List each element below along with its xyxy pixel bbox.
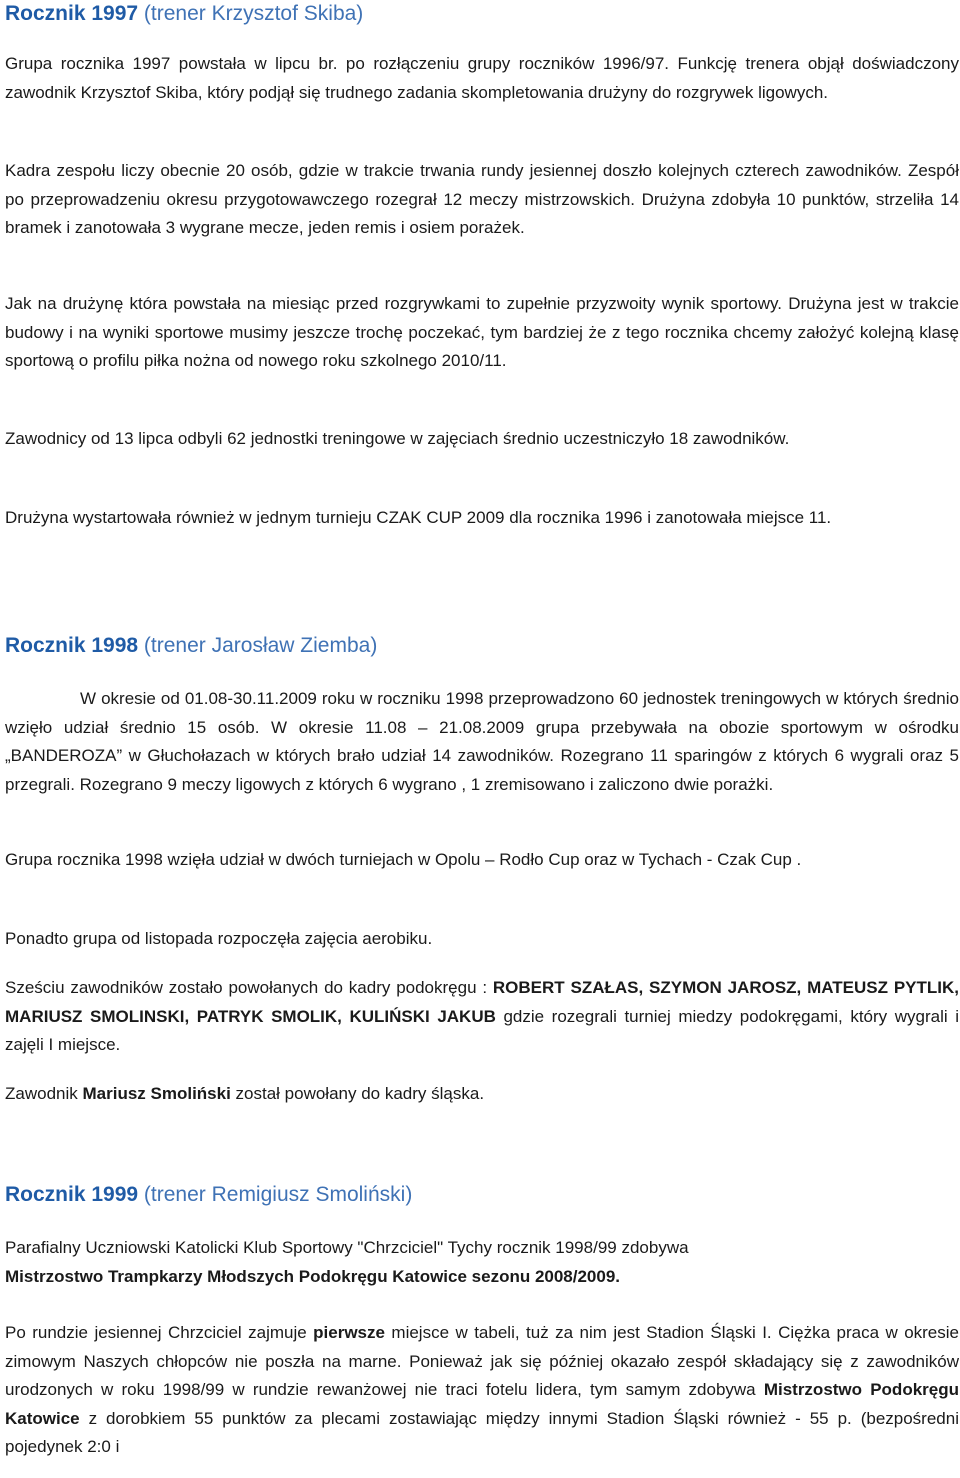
heading-coach: (trener Jarosław Ziemba) [138,634,378,657]
paragraph-1997-tournament: Drużyna wystartowała również w jednym turnieju CZAK CUP 2009 dla rocznika 1996 i zanotowała miejsce 11. [5,508,832,527]
paragraph-text: gdzie rozegrali turniej miedzy podokręgami, który wygrali i zajęli I miejsce. [5,1006,959,1054]
paragraph-text: miejsce w tabeli, tuż za nim jest Stadion Śląski I. Ciężka praca w okresie zimowym Naszych chłopców nie poszła na marne. Ponieważ jak się później okazało zespół składający się z zawodników urodzonych w roku 1998/99 w rundzie rewanżowej nie traci fotelu lidera, tym samym zdobywa [5,1323,959,1399]
paragraph-text: Zawodnik [5,1084,83,1103]
paragraph-1997-result: Jak na drużynę która powstała na miesiąc przed rozgrywkami to zupełnie przyzwoity wynik sportowy. Drużyna jest w trakcie budowy i na wyniki sportowe musimy jeszcze trochę poczekać, tym bardziej że z tego rocznika chcemy założyć kolejną klasę sportową o profilu piłka nożna od nowego roku szkolnego 2010/11. [5,294,959,370]
heading-rocznik-1997 [5,2,363,26]
paragraph-text: W okresie od 01.08-30.11.2009 roku w roczniku 1998 przeprowadzono 60 jednostek treningowych w których średnio wzięło udział średnio 15 osób. W okresie 11.08 – 21.08.2009 grupa przebywała na obozie sportowym w ośrodku „BANDEROZA” w Głuchołazach w których brało udział 14 zawodników. Rozegrano 11 sparingów z których 6 wygrali oraz 5 przegrali. Rozegrano 9 meczy ligowych z których 6 wygrano , 1 zremisowano i zaliczono dwie porażki. [5,689,959,794]
heading-year: Rocznik 1999 [5,1183,139,1206]
paragraph-text: został powołany do kadry śląska. [230,1084,485,1103]
paragraph-text: z dorobkiem 55 punktów za plecami zostawiając między innymi Stadion Śląski również - 55 p. (bezpośredni pojedynek 2:0 i [5,1408,959,1456]
heading-coach: (trener Krzysztof Skiba) [138,2,364,25]
paragraph-text: Sześciu zawodników zostało powołanych do kadry podokręgu : [5,978,493,997]
paragraph-1999-season [5,1319,959,1462]
player-names: ROBERT SZAŁAS, SZYMON JAROSZ, MATEUSZ PYTLIK, MARIUSZ SMOLINSKI, PATRYK SMOLIK, KULIŃSKI JAKUB [5,978,959,1026]
heading-rocznik-1998 [5,634,377,658]
heading-year: Rocznik 1997 [5,2,139,25]
paragraph-1998-tournaments: Grupa rocznika 1998 wzięła udział w dwóch turniejach w Opolu – Rodło Cup oraz w Tychach - Czak Cup . [5,850,802,869]
heading-coach: (trener Remigiusz Smoliński) [138,1183,413,1206]
paragraph-1998-training [5,685,959,799]
championship-highlight: Mistrzostwo Podokręgu Katowice [5,1380,959,1428]
paragraph-1998-silesia [5,1080,959,1109]
player-name: Mariusz Smoliński [82,1084,231,1103]
heading-rocznik-1999 [5,1183,412,1207]
paragraph-1998-call-ups [5,974,959,1060]
paragraph-1999-championship [5,1234,959,1291]
position-highlight: pierwsze [313,1323,385,1342]
paragraph-text: Parafialny Uczniowski Katolicki Klub Sportowy "Chrzciciel" Tychy rocznik 1998/99 zdobywa [5,1238,689,1257]
paragraph-1997-squad: Kadra zespołu liczy obecnie 20 osób, gdzie w trakcie trwania rundy jesiennej doszło kolejnych czterech zawodników. Zespół po przeprowadzeniu okresu przygotowawczego rozegrał 12 meczy mistrzowskich. Drużyna zdobyła 10 punktów, strzeliła 14 bramek i zanotowała 3 wygrane mecze, jeden remis i osiem porażek. [5,161,959,237]
paragraph-1997-training: Zawodnicy od 13 lipca odbyli 62 jednostki treningowe w zajęciach średnio uczestniczyło 18 zawodników. [5,429,790,448]
heading-year: Rocznik 1998 [5,634,139,657]
paragraph-text: Po rundzie jesiennej Chrzciciel zajmuje [5,1323,314,1342]
paragraph-1998-aerobics: Ponadto grupa od listopada rozpoczęła zajęcia aerobiku. [5,929,433,948]
paragraph-1997-intro: Grupa rocznika 1997 powstała w lipcu br. po rozłączeniu grupy roczników 1996/97. Funkcję trenera objął doświadczony zawodnik Krzysztof Skiba, który podjął się trudnego zadania skompletowania drużyny do rozgrywek ligowych. [5,54,959,102]
championship-title: Mistrzostwo Trampkarzy Młodszych Podokręgu Katowice sezonu 2008/2009. [5,1266,621,1286]
